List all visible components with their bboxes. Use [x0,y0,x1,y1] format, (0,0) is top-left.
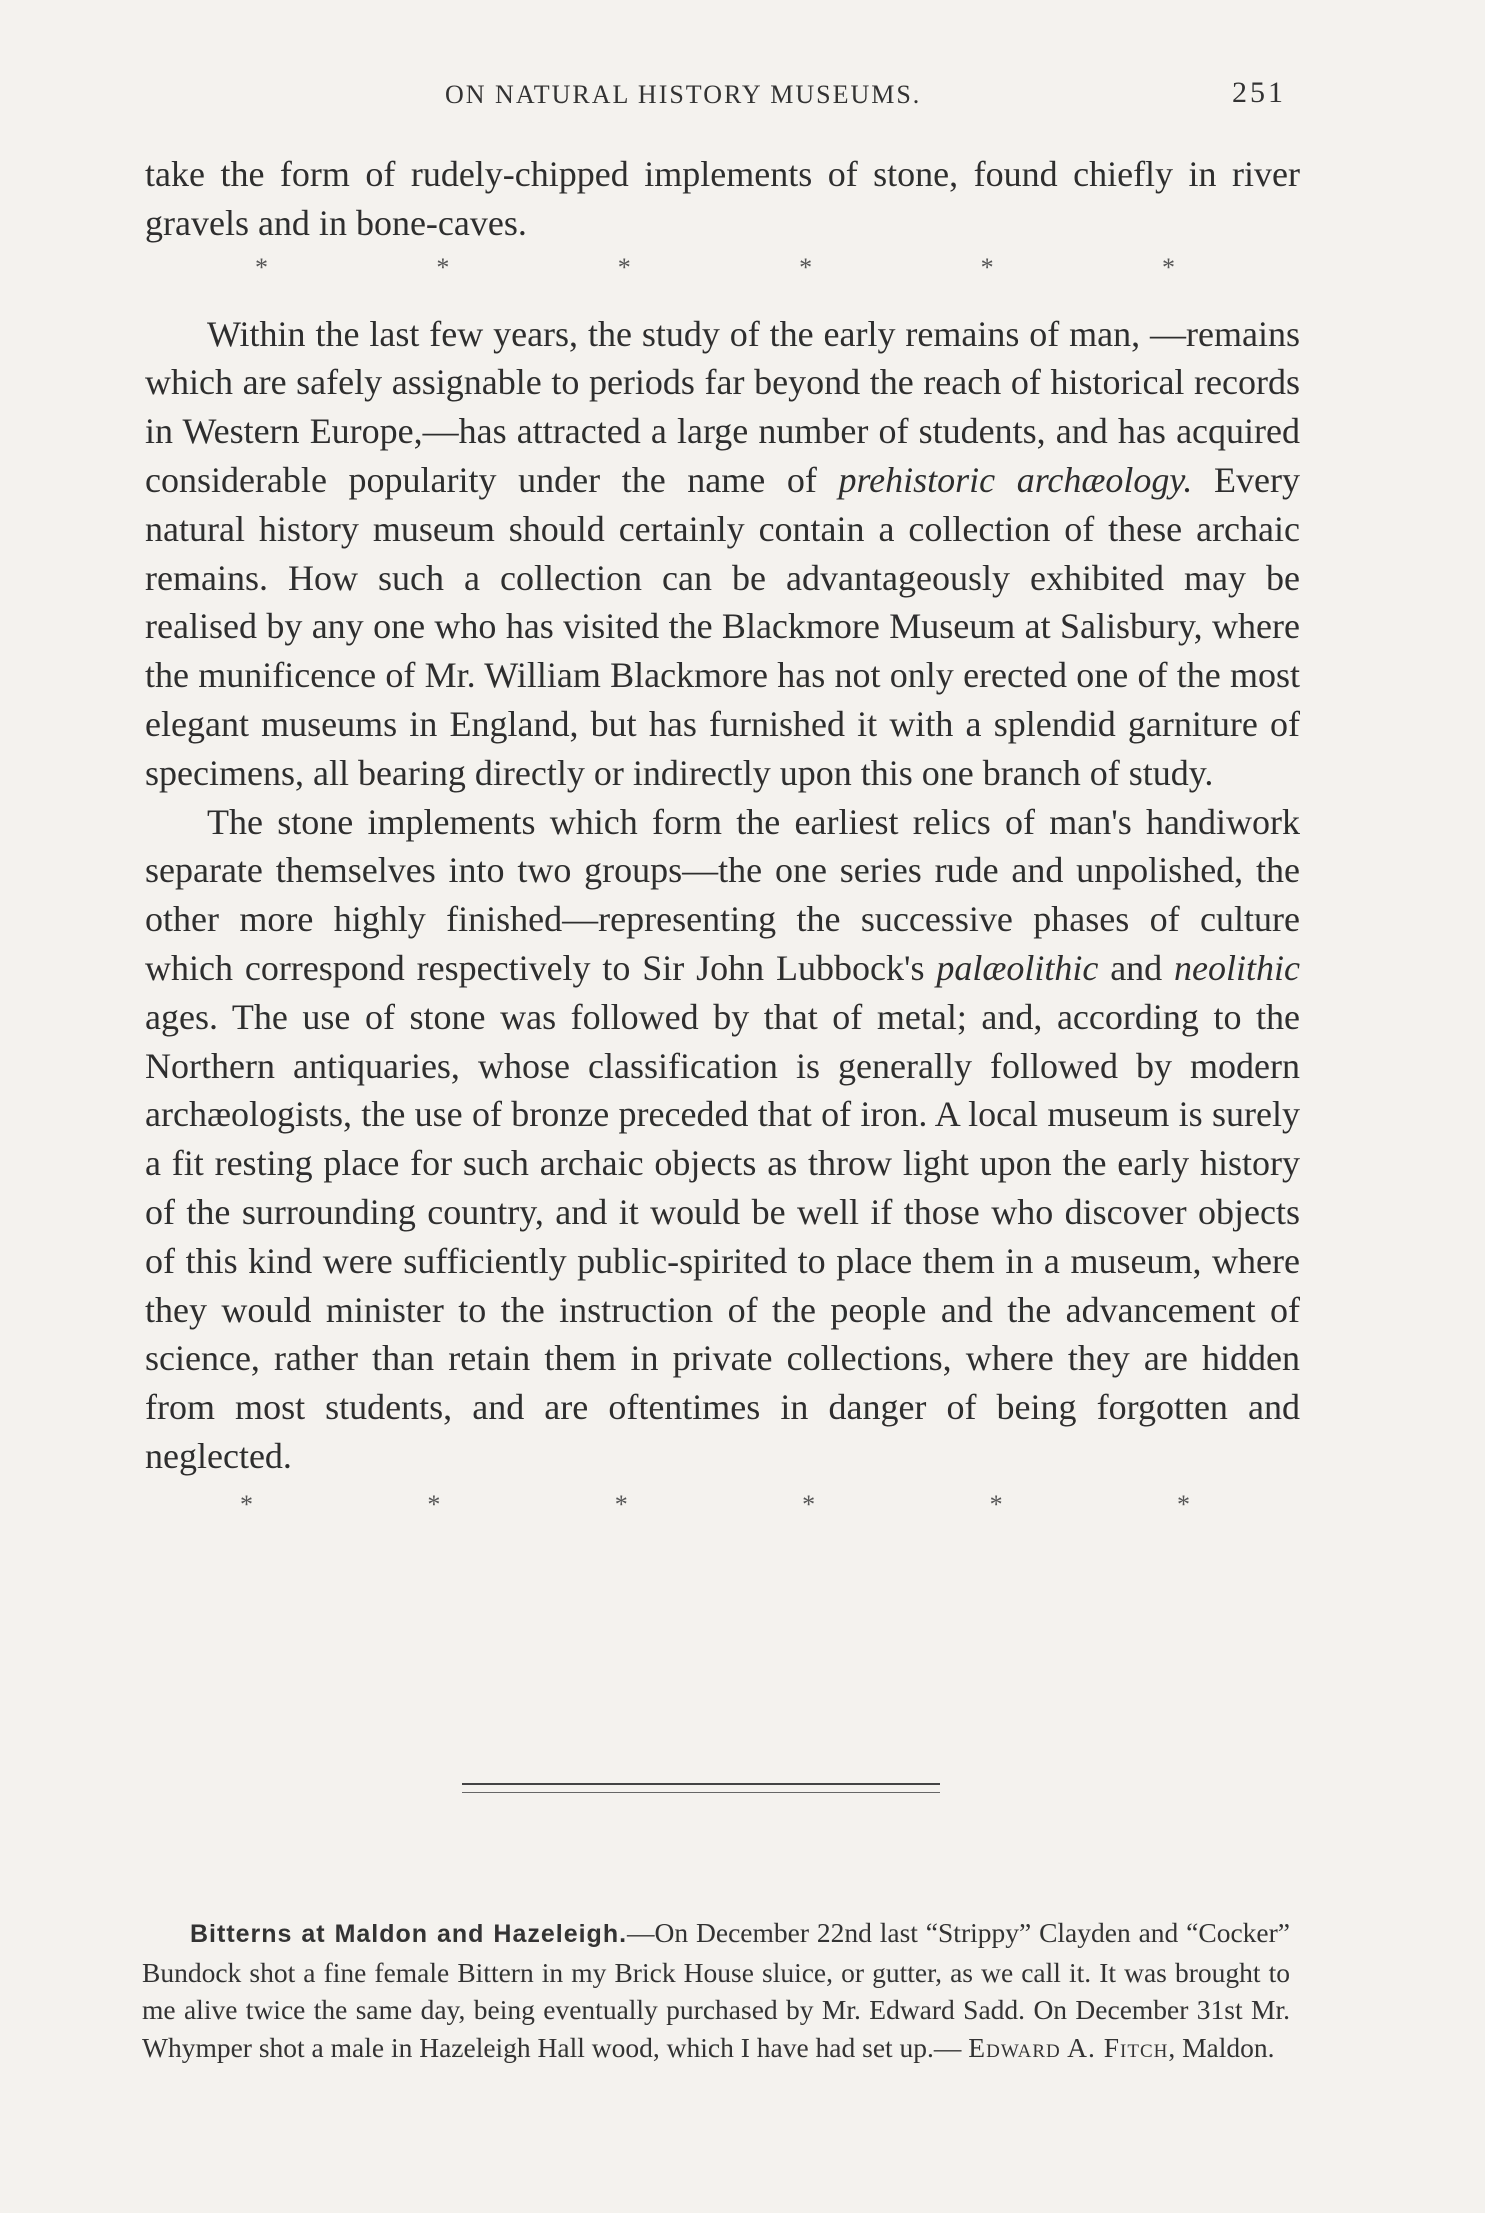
star-ornament: * [802,1489,816,1519]
main-text [145,150,1300,1525]
section-divider-rule [462,1783,940,1793]
page-header [0,76,1485,120]
running-title: ON NATURAL HISTORY MUSEUMS. [445,80,922,109]
note-body: —On December 22nd last “Strippy” Clayden and “Cocker” Bundock shot a fine female Bittern in my Brick House sluice, or gutter, as we call it. It was brought to me alive twice the same day, being eventually purchased by Mr. Edward Sadd. On December 31st Mr. Whymper shot a male in Hazeleigh Hall wood, which I have had set up.— [142,1917,1290,2064]
bitterns-note [142,1914,1290,2067]
paragraph-text: Every natural history museum should certainly contain a collection of these archaic remains. How such a collection can be advantageously exhibited may be realised by any one who has visited the Blackmore Museum at Salisbury, where the munificence of Mr. William Blackmore has not only erected one of the most elegant museums in England, but has furnished it with a splendid garniture of specimens, all bearing directly or indirectly upon this one branch of study. [145,459,1300,793]
star-ornament: * [427,1489,441,1519]
paragraph-text: The stone implements which form the earliest relics of man's handiwork separate themselves into two groups—the one series rude and unpolished, the other more highly finished—representing the successive phases of culture which correspond respectively to Sir John Lubbock's [145,801,1300,988]
star-ornament: * [240,1489,253,1519]
star-ornament: * [617,252,631,282]
paragraph-text: Within the last few years, the study of the early remains of man, —remains which are safely assignable to periods far beyond the reach of historical records in Western Europe,—has attracted a large number of students, and has acquired considerable popularity under the name of [145,313,1300,500]
note-title: Bitterns at Maldon and Hazeleigh. [190,1920,628,1948]
section-break-stars [145,1485,1300,1525]
star-ornament: * [799,252,813,282]
paragraph-prehistoric [145,310,1300,798]
star-ornament: * [1176,1489,1190,1519]
paragraph-stone-implements [145,798,1300,1481]
star-ornament: * [436,252,450,282]
star-ornament: * [614,1489,628,1519]
paragraph-text: ages. The use of stone was followed by that of metal; and, according to the Northern antiquaries, whose classification is generally followed by modern archæologists, the use of bronze preceded that of iron. A local museum is surely a fit resting place for such archaic objects as throw light upon the early history of the surrounding country, and it would be well if those who discover objects of this kind were sufficiently public-spirited to place them in a museum, where they would minister to the instruction of the people and the advancement of science, rather than retain them in private collections, where they are hidden from most students, and are oftentimes in danger of being forgotten and neglected. [145,996,1300,1476]
star-ornament: * [1161,252,1175,282]
paragraph-text: and [1098,947,1175,988]
paragraph-continued: take the form of rudely-chipped implements of stone, found chiefly in river gravels and in bone-caves. [145,154,1300,243]
section-break-stars [145,248,1300,288]
star-ornament: * [255,252,268,282]
note-author: Edward A. Fitch [968,2032,1169,2064]
star-ornament: * [980,252,994,282]
italic-term: palæolithic [936,947,1099,988]
note-place: , Maldon. [1168,2032,1275,2064]
star-ornament: * [989,1489,1003,1519]
italic-term: prehistoric archæology. [838,459,1193,500]
italic-term: neolithic [1174,947,1301,988]
page-number: 251 [1232,76,1286,109]
